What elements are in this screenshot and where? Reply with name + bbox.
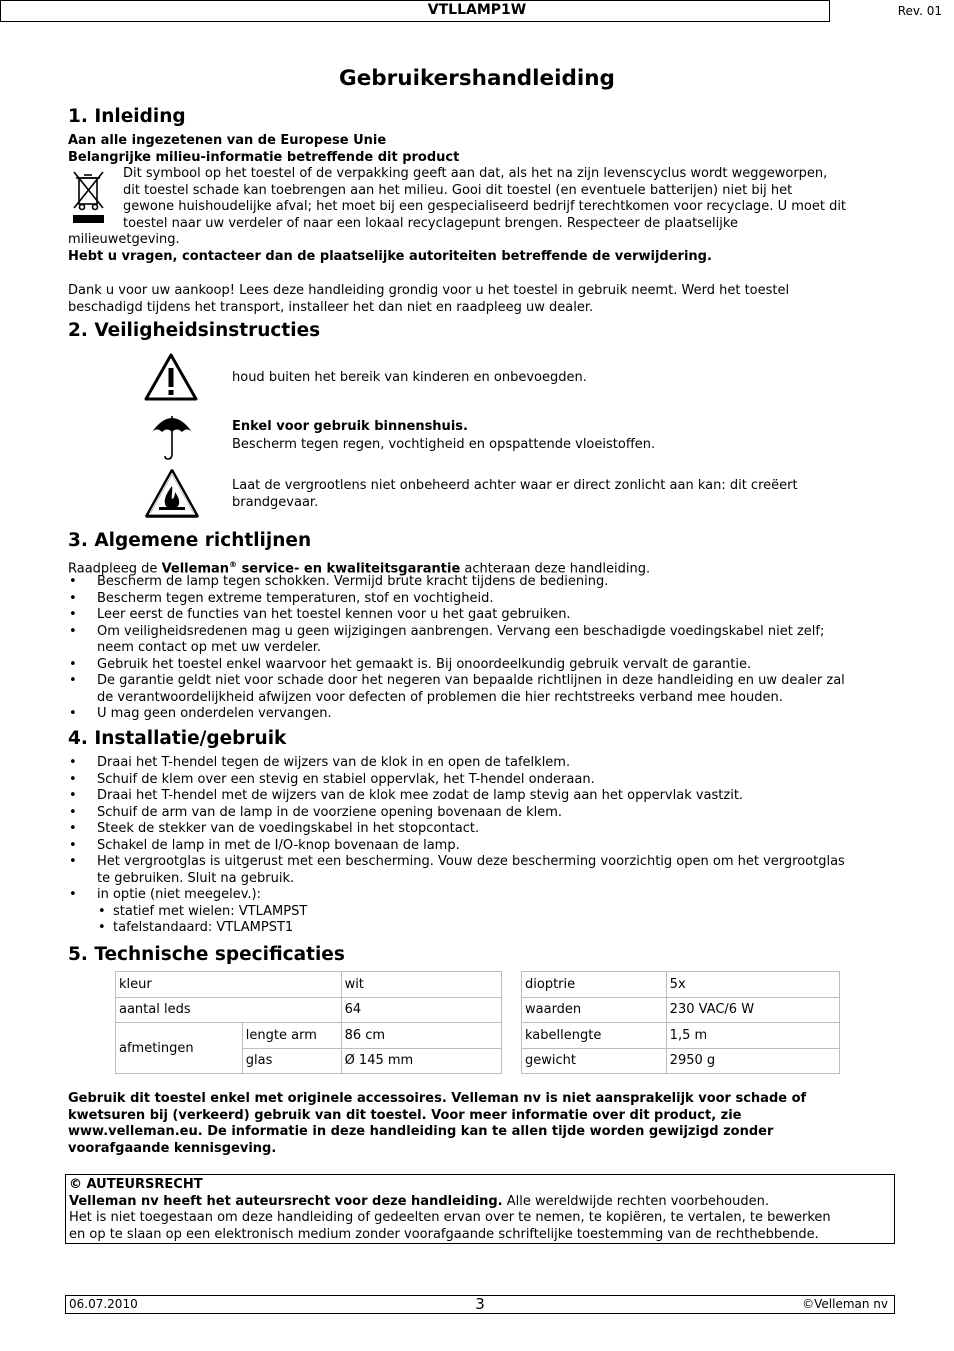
spec-label: kabellengte [522, 1023, 667, 1049]
page-title: Gebruikershandleiding [339, 66, 615, 91]
copyright-heading: © AUTEURSRECHT [69, 1177, 203, 1192]
list-item: • Bescherm tegen extreme temperaturen, stof en vochtigheid. [68, 591, 845, 608]
heading-richtlijnen: 3. Algemene richtlijnen [68, 530, 312, 551]
disclaimer [68, 1091, 806, 1157]
page-number: 3 [475, 1295, 485, 1313]
table-row [116, 1023, 502, 1049]
list-item: • U mag geen onderdelen vervangen. [68, 706, 845, 723]
list-item: • Schuif de klem over een stevig en stabiel oppervlak, het T-hendel onderaan. [68, 772, 845, 789]
warning-children: houd buiten het bereik van kinderen en onbevoegden. [232, 370, 587, 385]
weee-line: Dit symbool op het toestel of de verpakking geeft aan dat, als het na zijn levenscyclus wordt weggeworpen, [123, 166, 828, 181]
list-item [68, 887, 845, 937]
weee-line: toestel naar uw verdeler of naar een lokaal recyclagepunt brengen. Respecteer de plaatselijke [123, 215, 738, 231]
spec-value: 86 cm [341, 1023, 501, 1049]
option-item: • tafelstandaard: VTLAMPST1 [97, 920, 845, 937]
weee-text [123, 166, 846, 232]
guarantee-title: service- en kwaliteitsgarantie [237, 561, 461, 577]
disclaimer-line: kwetsuren bij (verkeerd) gebruik van dit toestel. Voor meer informatie over dit product, zie [68, 1107, 742, 1123]
spec-label: waarden [522, 997, 667, 1023]
spec-label: gewicht [522, 1048, 667, 1074]
sunlight-warning [232, 478, 798, 511]
table-row [116, 997, 502, 1023]
list-item: • Steek de stekker van de voedingskabel in het stopcontact. [68, 821, 845, 838]
footer-copyright: ©Velleman nv [802, 1297, 888, 1311]
sunlight-line: brandgevaar. [232, 494, 319, 510]
eu-residents: Aan alle ingezetenen van de Europese Unie [68, 133, 387, 148]
weee-line: dit toestel schade kan toebrengen aan het milieu. Gooi dit toestel (en eventuele batterijen) niet bij het [123, 182, 793, 198]
table-row [522, 972, 840, 998]
list-item-text: Om veiligheidsredenen mag u geen wijzigingen aanbrengen. Vervang een beschadigde voedingskabel niet zelf; [97, 623, 825, 639]
list-item [68, 854, 845, 887]
weee-bin-icon [70, 168, 108, 226]
disclaimer-line: Gebruik dit toestel enkel met originele accessoires. Velleman nv is niet aansprakelijk voor schade of [68, 1091, 807, 1106]
spec-table-left [115, 971, 502, 1074]
list-item [68, 673, 845, 706]
list-item [68, 624, 845, 657]
heading-veiligheid: 2. Veiligheidsinstructies [68, 320, 321, 341]
list-item: • Leer eerst de functies van het toestel kennen voor u het gaat gebruiken. [68, 607, 845, 624]
spec-value: Ø 145 mm [341, 1048, 501, 1074]
list-item-text: neem contact op met uw verdeler. [97, 640, 321, 655]
spec-value: 1,5 m [666, 1023, 839, 1049]
thanks-line: Dank u voor uw aankoop! Lees deze handleiding grondig voor u het toestel in gebruik neemt. Werd het toestel [68, 283, 790, 298]
heading-specificaties: 5. Technische specificaties [68, 944, 345, 965]
table-row [116, 972, 502, 998]
spec-value: 2950 g [666, 1048, 839, 1074]
table-row [522, 1023, 840, 1049]
list-item: • Schuif de arm van de lamp in de voorziene opening bovenaan de klem. [68, 805, 845, 822]
weee-line-last: milieuwetgeving. [68, 232, 180, 247]
footer-date: 06.07.2010 [69, 1297, 138, 1311]
heading-inleiding: 1. Inleiding [68, 106, 186, 127]
copyright-box [65, 1174, 895, 1244]
sunlight-line: Laat de vergrootlens niet onbeheerd achter waar er direct zonlicht aan kan: dit creëert [232, 478, 798, 493]
registered-mark: ® [229, 560, 238, 569]
spec-value: 5x [666, 972, 839, 998]
model-number: VTLLAMP1W [427, 2, 527, 18]
intro-pre: Raadpleeg de [68, 561, 162, 577]
list-item-text: De garantie geldt niet voor schade door het negeren van bepaalde richtlijnen in deze handleiding en uw dealer zal [97, 673, 845, 688]
heading-installatie: 4. Installatie/gebruik [68, 728, 287, 749]
list-item-text: te gebruiken. Sluit na gebruik. [97, 870, 295, 886]
disclaimer-line: voorafgaande kennisgeving. [68, 1140, 277, 1156]
environment-info: Belangrijke milieu-informatie betreffende dit product [68, 150, 460, 165]
spec-sublabel: glas [242, 1048, 341, 1074]
spec-value: 64 [341, 997, 501, 1023]
revision: Rev. 01 [897, 4, 942, 18]
guidelines-list [68, 574, 845, 723]
warning-triangle-icon [143, 352, 199, 402]
fire-hazard-icon [144, 468, 200, 520]
list-item-text: de verantwoordelijkheid afwijzen voor defecten of problemen die hier rechtstreeks verband mee houden. [97, 689, 783, 705]
footer-box [65, 1295, 895, 1314]
disclaimer-line: www.velleman.eu. De informatie in deze handleiding kan te allen tijde worden gewijzigd zonder [68, 1124, 774, 1139]
option-item: • statief met wielen: VTLAMPST [97, 904, 845, 921]
weee-line: gewone huishoudelijke afval; het moet bij een gespecialiseerd bedrijf terechtkomen voor recyclage. U moet dit [123, 199, 847, 214]
table-row [522, 1048, 840, 1074]
brand-name: Velleman [161, 561, 230, 577]
spec-table-right [521, 971, 840, 1074]
contact-authorities: Hebt u vragen, contacteer dan de plaatselijke autoriteiten betreffende de verwijdering. [68, 249, 712, 264]
installation-list [68, 755, 845, 937]
umbrella-icon [150, 410, 194, 462]
copyright-line [69, 1194, 831, 1211]
copyright-line: en op te slaan op een elektronisch medium zonder voorafgaande schriftelijke toestemming van de rechthebbende. [69, 1226, 819, 1242]
list-item: • Gebruik het toestel enkel waarvoor het gemaakt is. Bij onoordeelkundig gebruik vervalt de garantie. [68, 657, 845, 674]
list-item: • Bescherm de lamp tegen schokken. Vermijd brute kracht tijdens de bediening. [68, 574, 845, 591]
spec-label: aantal leds [116, 997, 342, 1023]
list-item: • Draai het T-hendel met de wijzers van de klok mee zodat de lamp stevig aan het oppervlak vastzit. [68, 788, 845, 805]
copyright-line: Het is niet toegestaan om deze handleiding of gedeelten ervan over te nemen, te kopiëren, te vertalen, te bewerken [69, 1210, 831, 1225]
copyright-bold: Velleman nv heeft het auteursrecht voor deze handleiding. [69, 1193, 503, 1209]
list-item: • Draai het T-hendel tegen de wijzers van de klok in en open de tafelklem. [68, 755, 845, 772]
spec-label: afmetingen [116, 1023, 243, 1074]
indoor-use: Enkel voor gebruik binnenshuis. [232, 419, 468, 434]
spec-value: 230 VAC/6 W [666, 997, 839, 1023]
spec-label: kleur [116, 972, 342, 998]
list-item-text: Het vergrootglas is uitgerust met een bescherming. Vouw deze bescherming voorzichtig open om het vergrootglas [97, 854, 845, 869]
spec-label: dioptrie [522, 972, 667, 998]
header-box [0, 0, 942, 22]
list-item: • Schakel de lamp in met de I/O-knop bovenaan de lamp. [68, 838, 845, 855]
intro-post: achteraan deze handleiding. [460, 561, 651, 577]
thanks-line: beschadigd tijdens het transport, installeer het dan niet en raadpleeg uw dealer. [68, 299, 594, 315]
thanks-text [68, 283, 789, 316]
copyright-rest: Alle wereldwijde rechten voorbehouden. [502, 1193, 769, 1209]
options-list [97, 904, 845, 937]
protect-rain: Bescherm tegen regen, vochtigheid en opspattende vloeistoffen. [232, 437, 656, 452]
table-row [522, 997, 840, 1023]
list-item-text: in optie (niet meegelev.): [97, 887, 261, 902]
spec-value: wit [341, 972, 501, 998]
spec-sublabel: lengte arm [242, 1023, 341, 1049]
